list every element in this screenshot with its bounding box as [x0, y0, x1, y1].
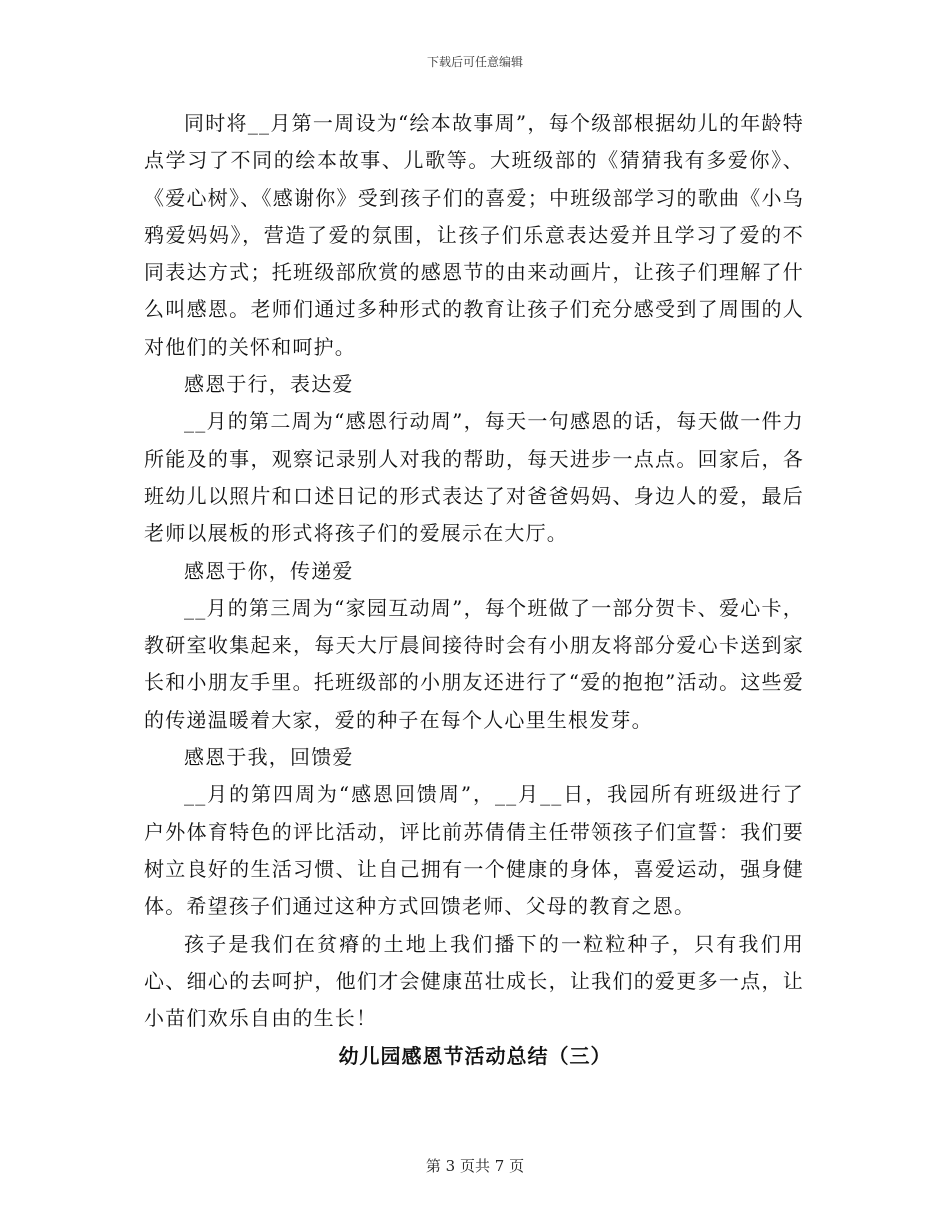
paragraph: __月的第四周为“感恩回馈周”，__月__日，我园所有班级进行了户外体育特色的评比活动，评比前苏倩倩主任带领孩子们宣誓：我们要树立良好的生活习惯、让自己拥有一个健康的身体，喜爱运动，强身健体。希望孩子们通过这种方式回馈老师、父母的教育之恩。: [144, 782, 804, 919]
header-note: 下载后可任意编辑: [426, 55, 523, 69]
page-number: 第 3 页共 7 页: [425, 1157, 525, 1175]
paragraph: 同时将__月第一周设为“绘本故事周”，每个级部根据幼儿的年龄特点学习了不同的绘本故事、儿歌等。大班级部的《猜猜我有多爱你》、《爱心树》、《感谢你》受到孩子们的喜爱；中班级部学习的歌曲《小乌鸦爱妈妈》，营造了爱的氛围，让孩子们乐意表达爱并且学习了爱的不同表达方式；托班级部欣赏的感恩节的由来动画片，让孩子们理解了什么叫感恩。老师们通过多种形式的教育让孩子们充分感受到了周围的人对他们的关怀和呵护。: [144, 111, 804, 359]
paragraph: __月的第二周为“感恩行动周”，每天一句感恩的话，每天做一件力所能及的事，观察记录别人对我的帮助，每天进步一点点。回家后，各班幼儿以照片和口述日记的形式表达了对爸爸妈妈、身边人的爱，最后老师以展板的形式将孩子们的爱展示在大厅。: [144, 409, 804, 546]
subheading: 感恩于行，表达爱: [184, 372, 354, 397]
paragraph: __月的第三周为“家园互动周”，每个班做了一部分贺卡、爱心卡，教研室收集起来，每天大厅晨间接待时会有小朋友将部分爱心卡送到家长和小朋友手里。托班级部的小朋友还进行了“爱的抱抱”活动。这些爱的传递温暖着大家，爱的种子在每个人心里生根发芽。: [144, 595, 804, 732]
subheading: 感恩于我，回馈爱: [184, 745, 354, 770]
section-title: 幼儿园感恩节活动总结（三）: [338, 1044, 612, 1068]
subheading: 感恩于你，传递爱: [184, 558, 354, 583]
document-body: [144, 105, 804, 1037]
paragraph: 孩子是我们在贫瘠的土地上我们播下的一粒粒种子，只有我们用心、细心的去呵护，他们才会健康茁壮成长，让我们的爱更多一点，让小苗们欢乐自由的生长！: [144, 931, 804, 1031]
